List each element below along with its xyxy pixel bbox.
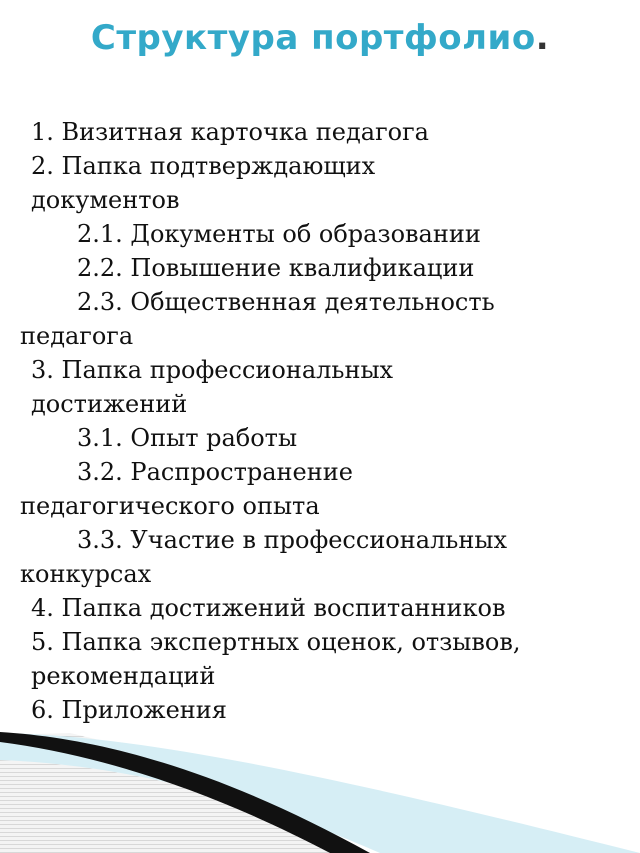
list-item-continuation: документов xyxy=(31,186,180,214)
list-item-continuation: достижений xyxy=(31,390,188,418)
list-item-text: 3. Папка профессиональных xyxy=(31,356,394,384)
list-item xyxy=(0,421,625,455)
list-item-text: 3.2. Распространение xyxy=(77,458,353,486)
list-item xyxy=(0,251,625,285)
list-item-text: 3.1. Опыт работы xyxy=(77,424,298,452)
list-item xyxy=(0,353,625,421)
list-item-continuation: конкурсах xyxy=(20,560,152,588)
list-item-text: 2.1. Документы об образовании xyxy=(77,220,481,248)
list-item-text: 2.2. Повышение квалификации xyxy=(77,254,475,282)
title-text: Структура портфолио xyxy=(90,18,536,58)
list-item xyxy=(0,625,625,693)
list-item-text: 1. Визитная карточка педагога xyxy=(31,118,429,146)
list-item-text: 6. Приложения xyxy=(31,696,227,724)
page-title xyxy=(0,18,640,58)
list-item-text: 2. Папка подтверждающих xyxy=(31,152,376,180)
list-item xyxy=(0,523,625,591)
list-item xyxy=(0,693,625,727)
list-item-continuation: педагога xyxy=(20,322,134,350)
list-item-continuation: рекомендаций xyxy=(31,662,216,690)
list-item xyxy=(0,285,625,353)
list-item-continuation: педагогического опыта xyxy=(20,492,320,520)
list-item xyxy=(0,149,625,217)
list-item xyxy=(0,591,625,625)
portfolio-structure-list xyxy=(0,115,625,727)
list-item xyxy=(0,455,625,523)
light-blue-swoosh xyxy=(0,733,640,853)
title-dot: . xyxy=(535,18,550,58)
list-item-text: 3.3. Участие в профессиональных xyxy=(77,526,508,554)
list-item xyxy=(0,217,625,251)
hatched-corner-shape xyxy=(0,733,330,853)
list-item xyxy=(0,115,625,149)
list-item-text: 4. Папка достижений воспитанников xyxy=(31,594,506,622)
list-item-text: 2.3. Общественная деятельность xyxy=(77,288,495,316)
black-swoosh xyxy=(0,732,370,853)
list-item-text: 5. Папка экспертных оценок, отзывов, xyxy=(31,628,521,656)
